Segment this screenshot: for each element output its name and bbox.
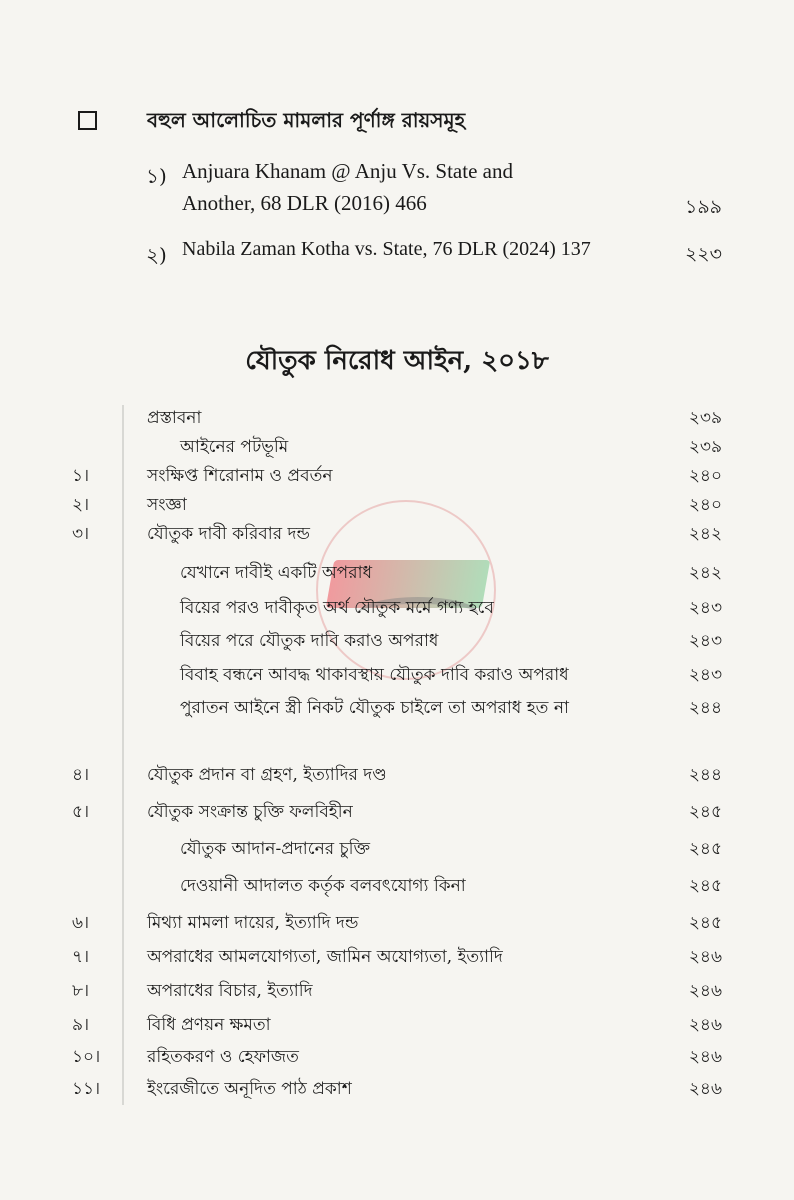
toc-entry-number: ৮।	[72, 981, 90, 1001]
toc-entry-label: যেখানে দাবীই একটি অপরাধ	[180, 563, 373, 583]
toc-entry-label: মিথ্যা মামলা দায়ের, ইত্যাদি দন্ড	[147, 913, 359, 933]
toc-entry-label: রহিতকরণ ও হেফাজত	[147, 1047, 299, 1067]
toc-entry-label: ইংরেজীতে অনূদিত পাঠ প্রকাশ	[147, 1079, 352, 1099]
case-page-number: ২২৩	[684, 243, 722, 265]
toc-entry-number: ৪।	[72, 765, 90, 785]
toc-entry-label: অপরাধের বিচার, ইত্যাদি	[147, 981, 313, 1001]
toc-entry-page: ২৪৪	[688, 698, 722, 718]
case-page-number: ১৯৯	[685, 196, 722, 218]
toc-entry-number: ১১।	[72, 1079, 101, 1099]
toc-entry-page: ২৪৩	[688, 631, 722, 651]
toc-entry-page: ২৪৬	[688, 947, 722, 967]
toc-entry-label: বিয়ের পরও দাবীকৃত অর্থ যৌতুক মর্মে গণ্য হবে	[180, 598, 494, 618]
checkbox-icon	[78, 111, 97, 130]
case-number: ১)	[146, 164, 167, 188]
toc-entry-page: ২৪৩	[688, 598, 722, 618]
toc-entry-page: ২৪২	[688, 563, 722, 583]
toc-entry-number: ৫।	[72, 802, 90, 822]
toc-entry-page: ২৪৬	[688, 1015, 722, 1035]
toc-entry-label: যৌতুক দাবী করিবার দন্ড	[147, 524, 310, 544]
toc-entry-label: দেওয়ানী আদালত কর্তৃক বলবৎযোগ্য কিনা	[180, 876, 466, 896]
toc-entry-label: যৌতুক সংক্রান্ত চুক্তি ফলবিহীন	[147, 802, 353, 822]
toc-entry-page: ২৪৩	[688, 665, 722, 685]
toc-entry-label: প্রস্তাবনা	[147, 408, 202, 428]
toc-entry-page: ২৪২	[688, 524, 722, 544]
toc-entry-page: ২৪৬	[688, 1079, 722, 1099]
toc-entry-number: ২।	[72, 495, 90, 515]
toc-entry-page: ২৩৯	[688, 437, 722, 457]
toc-entry-number: ৩।	[72, 524, 90, 544]
toc-entry-label: পুরাতন আইনে স্ত্রী নিকট যৌতুক চাইলে তা অপরাধ হত না	[180, 698, 569, 718]
toc-entry-page: ২৪৪	[688, 765, 722, 785]
toc-entry-page: ২৪৫	[688, 802, 722, 822]
toc-entry-label: অপরাধের আমলযোগ্যতা, জামিন অযোগ্যতা, ইত্যাদি	[147, 947, 503, 967]
toc-entry-number: ৯।	[72, 1015, 90, 1035]
act-title: যৌতুক নিরোধ আইন, ২০১৮	[245, 346, 549, 376]
column-divider	[122, 405, 124, 1105]
toc-entry-label: আইনের পটভূমি	[180, 437, 289, 457]
toc-entry-label: সংক্ষিপ্ত শিরোনাম ও প্রবর্তন	[147, 466, 333, 486]
section-heading: বহুল আলোচিত মামলার পূর্ণাঙ্গ রায়সমূহ	[147, 108, 466, 132]
toc-entry-page: ২৪৬	[688, 1047, 722, 1067]
toc-entry-label: বিয়ের পরে যৌতুক দাবি করাও অপরাধ	[180, 631, 439, 651]
toc-entry-number: ১।	[72, 466, 90, 486]
case-number: ২)	[146, 243, 167, 267]
toc-entry-page: ২৪৫	[688, 913, 722, 933]
toc-entry-number: ৬।	[72, 913, 90, 933]
toc-entry-label: বিবাহ বন্ধনে আবদ্ধ থাকাবস্থায় যৌতুক দাবি করাও অপরাধ	[180, 665, 569, 685]
toc-entry-label: সংজ্ঞা	[147, 495, 187, 515]
toc-entry-page: ২৪৫	[688, 839, 722, 859]
toc-entry-number: ৭।	[72, 947, 90, 967]
case-title-line: Nabila Zaman Kotha vs. State, 76 DLR (2024) 137	[182, 238, 591, 260]
toc-entry-page: ২৩৯	[688, 408, 722, 428]
toc-entry-page: ২৪৫	[688, 876, 722, 896]
toc-entry-label: যৌতুক আদান-প্রদানের চুক্তি	[180, 839, 371, 859]
toc-entry-page: ২৪০	[688, 466, 722, 486]
toc-entry-page: ২৪৬	[688, 981, 722, 1001]
case-title-line: Anjuara Khanam @ Anju Vs. State and	[182, 159, 513, 183]
toc-entry-label: বিধি প্রণয়ন ক্ষমতা	[147, 1015, 271, 1035]
toc-entry-number: ১০।	[72, 1047, 101, 1067]
toc-entry-page: ২৪০	[688, 495, 722, 515]
case-title-line: Another, 68 DLR (2016) 466	[182, 191, 427, 215]
toc-entry-label: যৌতুক প্রদান বা গ্রহণ, ইত্যাদির দণ্ড	[147, 765, 387, 785]
